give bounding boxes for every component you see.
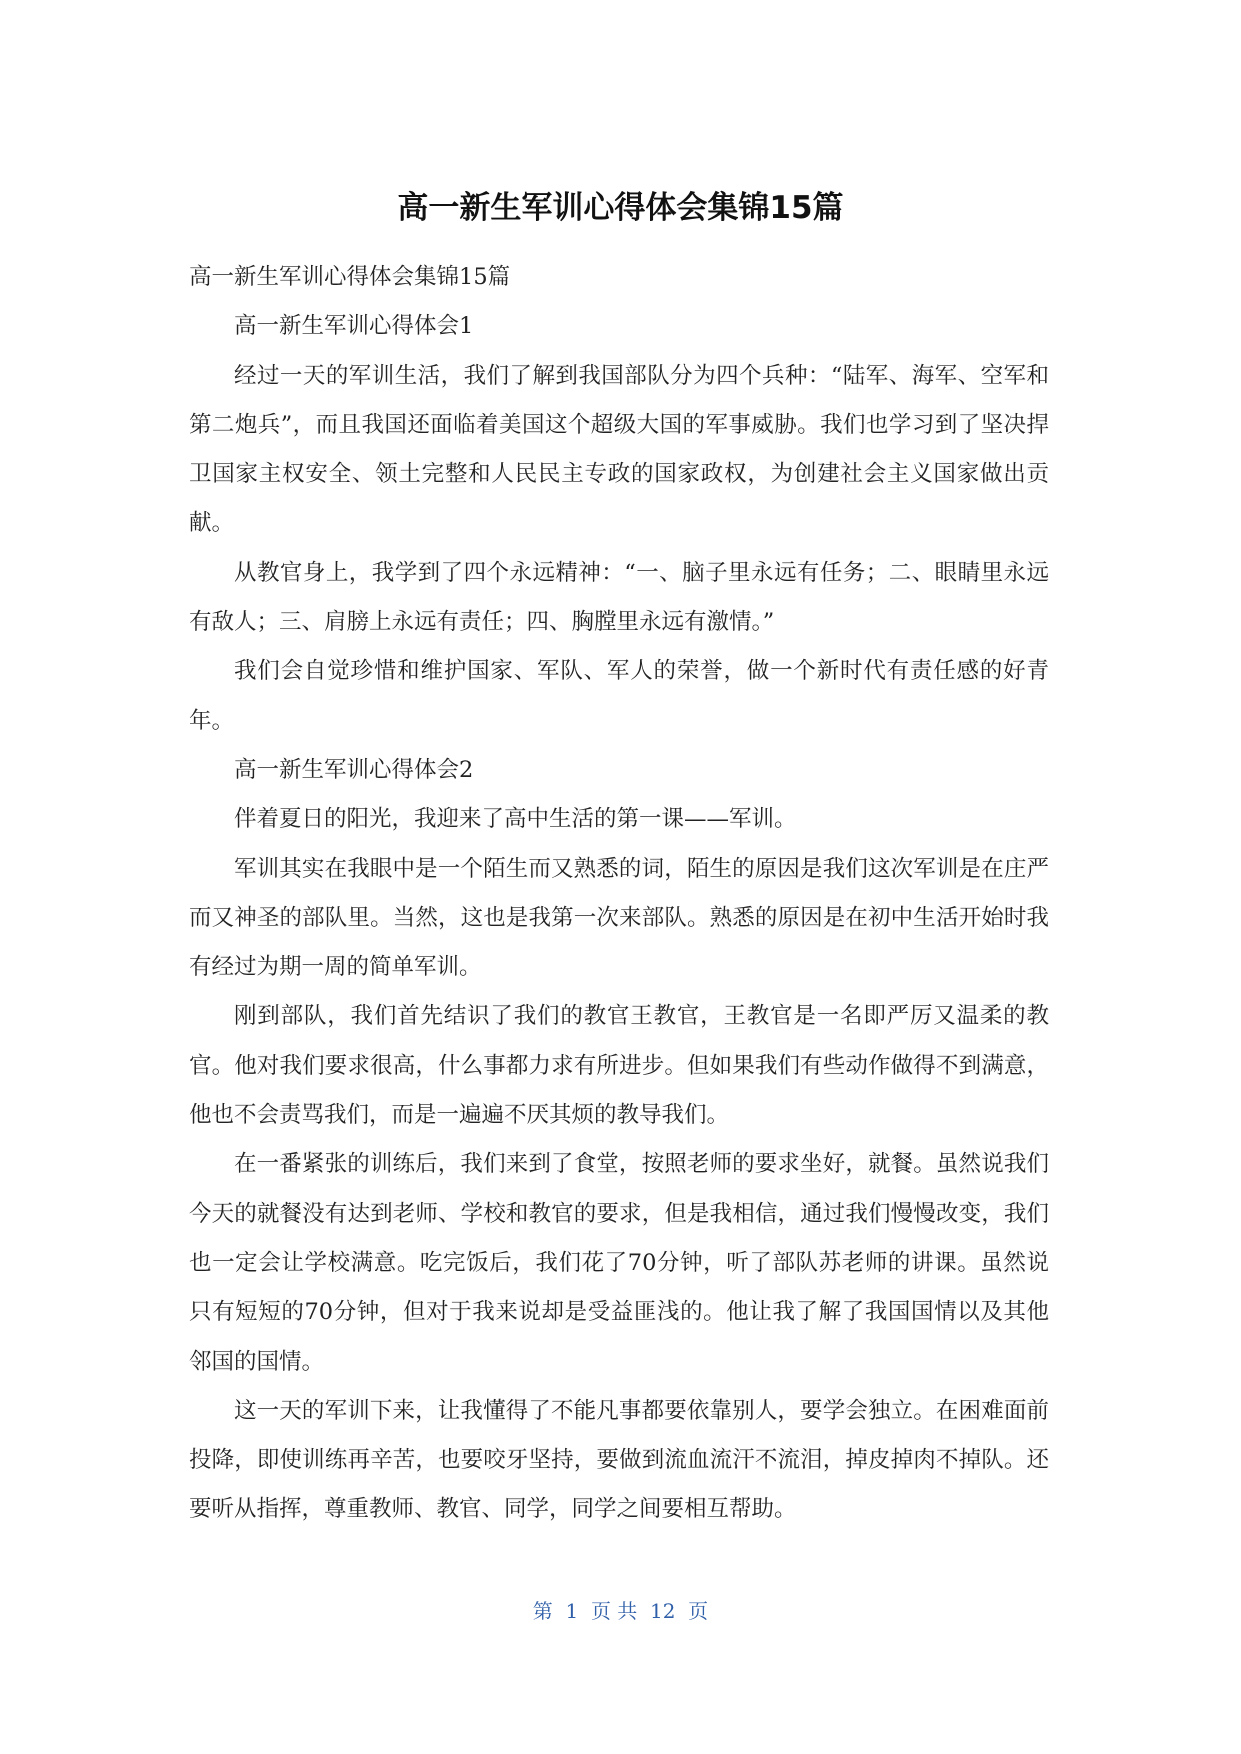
- body-paragraph: 在一番紧张的训练后，我们来到了食堂，按照老师的要求坐好，就餐。虽然说我们今天的就餐没有达到老师、学校和教官的要求，但是我相信，通过我们慢慢改变，我们也一定会让学校满意。吃完饭后，我们花了70分钟，听了部队苏老师的讲课。虽然说只有短短的70分钟，但对于我来说却是受益匪浅的。他让我了解了我国国情以及其他邻国的国情。: [189, 1151, 1049, 1375]
- body-paragraph: 军训其实在我眼中是一个陌生而又熟悉的词，陌生的原因是我们这次军训是在庄严而又神圣的部队里。当然，这也是我第一次来部队。熟悉的原因是在初中生活开始时我有经过为期一周的简单军训。: [189, 855, 1049, 981]
- page-number-footer: 第 1 页 共 12 页: [532, 1599, 709, 1623]
- body-paragraph: 从教官身上，我学到了四个永远精神：“一、脑子里永远有任务；二、眼睛里永远有敌人；三、肩膀上永远有责任；四、胸膛里永远有激情。”: [189, 559, 1049, 636]
- body-paragraph: 经过一天的军训生活，我们了解到我国部队分为四个兵种：“陆军、海军、空军和第二炮兵”，而且我国还面临着美国这个超级大国的军事威胁。我们也学习到了坚决捍卫国家主权安全、领土完整和人民民主专政的国家政权，为创建社会主义国家做出贡献。: [189, 362, 1049, 537]
- subtitle-paragraph: 高一新生军训心得体会集锦15篇: [189, 264, 511, 290]
- body-paragraph: 刚到部队，我们首先结识了我们的教官王教官，王教官是一名即严厉又温柔的教官。他对我们要求很高，什么事都力求有所进步。但如果我们有些动作做得不到满意，他也不会责骂我们，而是一遍遍不厌其烦的教导我们。: [189, 1003, 1049, 1129]
- body-paragraph: 伴着夏日的阳光，我迎来了高中生活的第一课——军训。: [234, 806, 797, 833]
- body-paragraph: 这一天的军训下来，让我懂得了不能凡事都要依靠别人，要学会独立。在困难面前投降，即使训练再辛苦，也要咬牙坚持，要做到流血流汗不流泪，掉皮掉肉不掉队。还要听从指挥，尊重教师、教官、同学，同学之间要相互帮助。: [189, 1397, 1049, 1523]
- page-title: 高一新生军训心得体会集锦15篇: [397, 190, 844, 226]
- section-heading-1: 高一新生军训心得体会1: [234, 313, 474, 340]
- section-heading-2: 高一新生军训心得体会2: [234, 756, 474, 783]
- document-body: [189, 253, 1049, 1535]
- body-paragraph: 我们会自觉珍惜和维护国家、军队、军人的荣誉，做一个新时代有责任感的好青年。: [189, 658, 1049, 734]
